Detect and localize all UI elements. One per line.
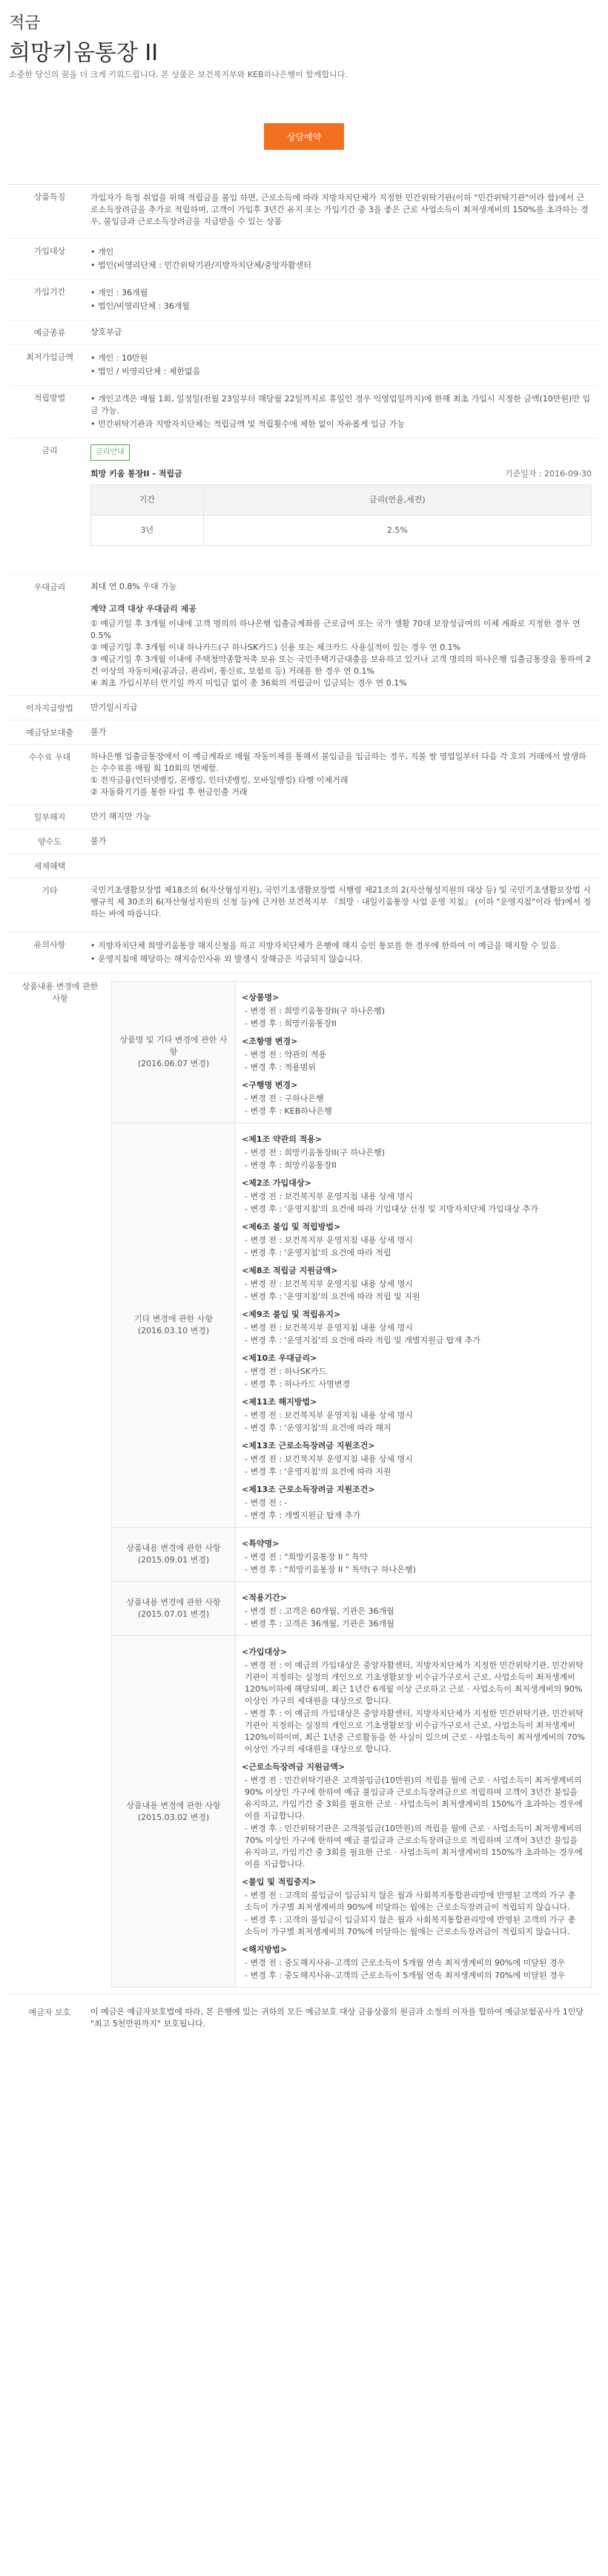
change-key-line: (2016.03.10 변경) bbox=[137, 1326, 210, 1335]
row-rate: 금리 금리안내 희망 키움 통장II - 적립금 기준일자 : 2016-09-30 기간 금리(연율,세전) 3년 2.5% bbox=[9, 438, 599, 575]
row-tax: 세제혜택 bbox=[9, 854, 599, 878]
row-min: 최저가입금액 • 개인 : 10만원 • 법인 / 비영리단체 : 제한없음 bbox=[9, 345, 599, 386]
row-method: 적립방법 • 개인고객은 매월 1회, 일정일(전월 23일부터 해당월 22일까지로 휴일인 경우 익영업일까지)에 한해 최초 가입시 지정한 금액(10만원)만 입금 가능. • 민간위탁기관과 지방자치단체는 적립금액 및 적립횟수에 제한 없이 자유롭게 입금 가능 bbox=[9, 386, 599, 438]
change-item: - 변경 후 : 고객은 36개월, 기관은 36개월 bbox=[245, 1618, 585, 1630]
change-group-title: <제8조 적립금 지원금액> bbox=[242, 1266, 338, 1275]
change-key-line: (2016.06.07 변경) bbox=[137, 1059, 210, 1068]
change-item: - 변경 전 : 보건복지부 운영지침 내용 상세 명시 bbox=[245, 1235, 585, 1246]
change-item: - 변경 전 : 중도해지사유-고객의 근로소득이 5개월 연속 최저생계비의 90%에 미달된 경우 bbox=[245, 1957, 585, 1969]
change-group-title: <제2조 가입대상> bbox=[242, 1178, 311, 1188]
change-group-title: <가입대상> bbox=[242, 1647, 287, 1657]
change-group-title: <제13조 근로소득장려금 지원조건> bbox=[242, 1441, 375, 1450]
change-item: - 변경 전 : 희망키움통장II(구 하나은행) bbox=[245, 1005, 585, 1017]
change-key bbox=[112, 1582, 236, 1636]
change-value bbox=[236, 1528, 592, 1582]
change-group-title: <제10조 우대금리> bbox=[242, 1353, 317, 1363]
product-description: 소중한 당신의 꿈을 더 크게 키워드립니다. 본 상품은 보건복지부와 KEB하나은행이 함께합니다. bbox=[9, 70, 348, 79]
change-group-title: <구행명 변경> bbox=[242, 1080, 298, 1090]
change-item: - 변경 후 : 민간위탁기관은 고객불입금(10만원)의 적립을 월에 근로 · 사업소득이 최저생계비의 70% 이상인 가구에 한하여 예금 불입금과 근로소득장려금으로 적립하며 고객이 3년간 불입을 유지하고, 가입기간 중 3회를 필요한 근로 · 사업소득이 최저생계비의 150%가 초과하는 경우에 이를 지급합니다. bbox=[245, 1823, 585, 1870]
change-item: - 변경 후 : 이 예금의 가입대상은 중앙자활센터, 지방자치단체가 지정한 민간위탁기관, 민간위탁기관이 지정하는 실정의 개인으로 기초생활보장 비수급가구로서 근로, 사업소득이 최저생계비 120%이하이며, 최근 1년중 근로활동을 한 사실이 있으며 근로 · 사업소득이 최저생계비의 70% 이상인 가구의 세대원을 대상으로 합니다. bbox=[245, 1708, 585, 1755]
change-item: - 변경 전 : 보건복지부 운영지침 내용 상세 명시 bbox=[245, 1410, 585, 1422]
change-item: - 변경 후 : 고객의 불입금이 입금되지 않은 월과 사회복지통합관리망에 반영된 고객의 가구 총 소득이 가구별 최저생계비의 70%에 미달하는 월에는 근로소득장려금이 적립되지 않습니다. bbox=[245, 1914, 585, 1938]
category-label: 적금 bbox=[9, 14, 41, 33]
change-item: - 변경 후 : '운영지침'의 요건에 따라 적립 및 개별지원금 탑재 추가 bbox=[245, 1335, 585, 1347]
change-key bbox=[112, 1636, 236, 1988]
change-item: - 변경 후 : 하나카드 사명변경 bbox=[245, 1379, 585, 1390]
change-item: - 변경 후 : "희망키움통장 II " 특약(구 하나은행) bbox=[245, 1564, 585, 1576]
row-changes: 상품내용 변경에 관한 사항 상품명 및 기타 변경에 관한 사항 (2016.06.07 변경) <상품명> - 변경 전 : 희망키움통장II(구 하나은행) - 변경 후 : 희망키움통장II <조항명 변경> - 변경 전 : 약관의 적용 - 변경 후 : 적용범위 <구행명 변경> - 변경 전 : 구하나은행 - 변경 후 : KEB하나은행 기타 변경에 관한 사항 (2016.03.10 변경) <제1조 약관의 적용> - 변경 전 : 희망키움통장II(구 하나은행) - 변경 후 : 희망키움통장II <제2조 가입대상> - 변경 전 : 보건복지부 운영지침 내용 상세 명시 - 변경 후 : '운영지침'의 요건에 따라 기입대상 선정 및 지방자치단체 가입대상 추가 <제6조 불입 및 적립방법> - 변경 전 : 보건복지부 운영지침 내용 상세 명시 - 변경 후 : '운영지침'의 요건에 따라 적립 <제8조 적립금 지원금액> - 변경 전 : 보건복지부 운영지침 내용 상세 명시 - 변경 후 : '운영지침'의 요건에 따라 적립 및 지원 <제9조 불입 및 적립유지> - 변경 전 : 보건복지부 운영지침 내용 상세 명시 - 변경 후 : '운영지침'의 요건에 따라 적립 및 개별지원금 탑재 추가 <제10조 우대금리> - 변경 전 : 하나SK카드 - 변경 후 : 하나카드 사명변경 <제11조 해지방법> - 변경 전 : 보건복지부 운영지침 내용 상세 명시 - 변경 후 : '운영지침'의 요건에 따라 해지 <제13조 근로소득장려금 지원조건> - 변경 전 : 보건복지부 운영지침 내용 상세 명시 - 변경 후 : '운영지침'의 요건에 따라 지원 <제13조 근로소득장려금 지원조건> - 변경 전 : - - 변경 후 : 개별지원금 탑재 추가 상품내용 변경에 관한 사항 (2015.09.01 변경) <특약명> - 변경 전 : "희망키움통장 II " 특약 - 변경 후 : "희망키움통장 II " 특약(구 하나은행) 상품내용 변경에 관한 사항 (2015.07.01 변경) <적용기간> - 변경 전 : 고객은 60개월, 기관은 36개월 - 변경 후 : 고객은 36개월, 기관은 36개월 상품내용 변경에 관한 사항 (2015.03.02 변경) <가입대상> - 변경 전 : 이 예금의 가입대상은 중앙자활센터, 지방자치단체가 지정한 민간위탁기관, 민간위탁기관이 지정하는 실정의 개인으로 기초생활보장 비수급가구로서 근로, 사업소득이 최저생계비 120%이하에 해당되며, 최근 1년간 6개월 이상 근로하고 근로 · 사업소득이 최저생계비의 90% 이상인 가구의 세대원을 대상으로 합니다. - 변경 후 : 이 예금의 가입대상은 중앙자활센터, 지방자치단체가 지정한 민간위탁기관, 민간위탁기관이 지정하는 실정의 개인으로 기초생활보장 비수급가구로서 근로, 사업소득이 최저생계비 120%이하이며, 최근 1년중 근로활동을 한 사실이 있으며 근로 · 사업소득이 최저생계비의 70% 이상인 가구의 세대원을 대상으로 합니다. <근로소득장려금 지원금액> - 변경 전 : 민간위탁기관은 고객불입금(10만원)의 적립을 월에 근로 · 사업소득이 최저생계비의 90% 이상인 가구에 한하여 예금 불입금과 근로소득장려금으로 적립하며 고객이 3년간 불입을 유지하고, 가입기간 중 3회를 필요한 근로 · 사업소득이 최저생계비의 150%가 초과하는 경우에 이를 지급합니다. - 변경 후 : 민간위탁기관은 고객불입금(10만원)의 적립을 월에 근로 · 사업소득이 최저생계비의 70% 이상인 가구에 한하여 예금 불입금과 근로소득장려금으로 적립하며 고객이 3년간 불입을 유지하고, 가입기간 중 3회를 필요한 근로 · 사업소득이 최저생계비의 150%가 초과하는 경우에 이를 지급합니다. <불입 및 적립중지> - 변경 전 : 고객의 불입금이 입금되지 않은 월과 사회복지통합관리망에 반영된 고객의 가구 총 소득이 가구별 최저생계비의 90%에 미달하는 월에는 근로소득장려금이 적립되지 않습니다. - 변경 후 : 고객의 불입금이 입금되지 않은 월과 사회복지통합관리망에 반영된 고객의 가구 총 소득이 가구별 최저생계비의 70%에 미달하는 월에는 근로소득장려금이 적립되지 않습니다. <해지방법> - 변경 전 : 중도해지사유-고객의 근로소득이 5개월 연속 최저생계비의 90%에 미달된 경우 - 변경 후 : 중도해지사유-고객의 근로소득이 5개월 연속 최저생계비의 70%에 미달된 경우 bbox=[9, 973, 599, 1994]
change-item: - 변경 전 : 희망키움통장II(구 하나은행) bbox=[245, 1147, 585, 1159]
row-partial: 예금담보대출 불가 bbox=[9, 720, 599, 745]
change-item: - 변경 전 : 보건복지부 운영지침 내용 상세 명시 bbox=[245, 1191, 585, 1203]
product-info bbox=[9, 184, 599, 2036]
change-key-line: (2015.07.01 변경) bbox=[137, 1609, 210, 1619]
product-title: 희망키움통장 II bbox=[9, 40, 159, 66]
change-key-line: 상품내용 변경에 관한 사항 bbox=[126, 1543, 221, 1553]
change-key-line: 상품내용 변경에 관한 사항 bbox=[126, 1597, 221, 1607]
change-group-title: <불입 및 적립중지> bbox=[242, 1877, 317, 1887]
row-interest: 이자지급방법 만기일시지급 bbox=[9, 696, 599, 720]
change-value bbox=[236, 982, 592, 1123]
rate-base-date: 기준일자 : 2016-09-30 bbox=[504, 469, 592, 479]
row-transfer: 양수도 불가 bbox=[9, 829, 599, 854]
change-item: - 변경 후 : '운영지침'의 요건에 따라 지원 bbox=[245, 1466, 585, 1478]
change-group-title: <근로소득장려금 지원금액> bbox=[242, 1762, 346, 1772]
change-item: - 변경 전 : "희망키움통장 II " 특약 bbox=[245, 1551, 585, 1563]
change-key bbox=[112, 982, 236, 1123]
change-group-title: <조항명 변경> bbox=[242, 1036, 298, 1046]
row-type: 예금종류 상호부금 bbox=[9, 321, 599, 345]
change-value bbox=[236, 1636, 592, 1988]
change-item: - 변경 전 : 보건복지부 운영지침 내용 상세 명시 bbox=[245, 1278, 585, 1290]
change-item: - 변경 전 : 이 예금의 가입대상은 중앙자활센터, 지방자치단체가 지정한 민간위탁기관, 민간위탁기관이 지정하는 실정의 개인으로 기초생활보장 비수급가구로서 근로, 사업소득이 최저생계비 120%이하에 해당되며, 최근 1년간 6개월 이상 근로하고 근로 · 사업소득이 최저생계비의 90% 이상인 가구의 세대원을 대상으로 합니다. bbox=[245, 1660, 585, 1707]
change-item: - 변경 후 : 개별지원금 탑재 추가 bbox=[245, 1510, 585, 1522]
row-feature: 상품특징 가입자가 특정 취업을 위해 적립금을 불입 하면, 근로소득에 따라 지방자치단체가 지정한 민간위탁기관(이하 "민간위탁기관"이라 함)에서 근로소득장려금을 추가로 적립하며, 고객이 가입후 3년간 유지 또는 가입기간 중 3을 좋은 근로 사업소득이 최저생계비의 150%를 초과하는 경우, 불입금과 근로소득장려금을 지급받을 수 있는 상품 bbox=[9, 185, 599, 239]
change-item: - 변경 전 : 보건복지부 운영지침 내용 상세 명시 bbox=[245, 1322, 585, 1334]
change-item: - 변경 후 : 적용범위 bbox=[245, 1062, 585, 1074]
change-item: - 변경 후 : 희망키움통장II bbox=[245, 1018, 585, 1030]
change-group-title: <제13조 근로소득장려금 지원조건> bbox=[242, 1485, 375, 1494]
change-row bbox=[112, 1123, 592, 1528]
change-item: - 변경 전 : 고객의 불입금이 입금되지 않은 월과 사회복지통합관리망에 반영된 고객의 가구 총 소득이 가구별 최저생계비의 90%에 미달하는 월에는 근로소득장려금이 적립되지 않습니다. bbox=[245, 1890, 585, 1913]
change-key bbox=[112, 1528, 236, 1582]
change-key-line: (2015.09.01 변경) bbox=[137, 1555, 210, 1565]
change-group-title: <제6조 불입 및 적립방법> bbox=[242, 1222, 341, 1232]
row-pref: 우대금리 최대 연 0.8% 우대 가능 계약 고객 대상 우대금리 제공 ① 예금기일 후 3개월 이내에 고객 명의의 하나은행 입출금계좌를 근로급여 또는 국가 생활 70대 보장성급여의 이체 계좌로 지정한 경우 연 0.5% ② 예금기일 후 3개월 이내 하나카드(구 하나SK카드) 신용 또는 체크카드 사용실적이 있는 경우 연 0.1% ③ 예금기일 후 3개월 이내에 주택청약종합저축 보유 또는 국민주택기금대출을 보유하고 있거나 고객 명의의 하나은행 입출금통장을 통하여 2건 이상의 자동이체(공과금, 관리비, 통신료, 보험료 등) 거래를 한 경우 연 0.1% ④ 최초 가입시부터 만기일 까지 미입금 없이 총 36회의 적립금이 입금되는 경우 연 0.1% bbox=[9, 575, 599, 696]
change-item: - 변경 전 : 보건복지부 운영지침 내용 상세 명시 bbox=[245, 1453, 585, 1465]
change-item: - 변경 전 : 구하나은행 bbox=[245, 1093, 585, 1105]
change-item: - 변경 전 : 고객은 60개월, 기관은 36개월 bbox=[245, 1606, 585, 1617]
change-item: - 변경 후 : '운영지침'의 요건에 따라 적립 및 지원 bbox=[245, 1291, 585, 1303]
rate-info-tag[interactable]: 금리안내 bbox=[90, 444, 130, 461]
change-item: - 변경 전 : - bbox=[245, 1497, 585, 1509]
change-value bbox=[236, 1123, 592, 1528]
change-key bbox=[112, 1123, 236, 1528]
changes-table bbox=[111, 981, 592, 1988]
change-key-line: 기타 변경에 관한 사항 bbox=[133, 1314, 214, 1324]
row-partial-withdraw: 일부해지 만기 해지만 가능 bbox=[9, 805, 599, 829]
row-fee: 수수료 우대 하나은행 입출금통장에서 이 예금계좌로 매월 자동이체를 통해서 불입금을 입금하는 경우, 직불 쌍 영업일부터 다음 각 호의 거래에서 발생하는 수수료를 매월 회 10회의 면제함. ① 전자금융(인터넷뱅킹, 폰뱅킹, 인터넷뱅킹, 모바일뱅킹) 타행 이체거래 ② 자동화기기를 통한 타업 후 현금인출 거래 bbox=[9, 745, 599, 805]
change-group-title: <상품명> bbox=[242, 993, 280, 1002]
row-period: 가입기간 • 개인 : 36개월 • 법인/비영리단체 : 36개월 bbox=[9, 280, 599, 321]
apply-button[interactable]: 상담예약 bbox=[264, 123, 344, 150]
change-item: - 변경 후 : 희망키움통장II bbox=[245, 1160, 585, 1172]
change-key-line: (2015.03.02 변경) bbox=[137, 1812, 210, 1822]
change-row bbox=[112, 1528, 592, 1582]
change-row bbox=[112, 1636, 592, 1988]
change-row bbox=[112, 1582, 592, 1636]
change-key-line: 상품명 및 기타 변경에 관한 사항 bbox=[119, 1035, 228, 1057]
rate-table-title: 희망 키움 통장II - 적립금 bbox=[90, 469, 182, 479]
change-item: - 변경 후 : '운영지침'의 요건에 따라 해지 bbox=[245, 1422, 585, 1434]
row-etc: 기타 국민기초생활보장법 제18조의 6(자산형성지원), 국민기초생활보장법 시행령 제21조의 2(자산형성지원의 대상 등) 및 국민기초생활보장법 시행규칙 제 30조의 6(자산형성지원의 신청 등)에 근거한 보건복지부 『희망 · 내일키움통장 사업 운영 지침』 (이하 "운영지침"이라 함)에서 정하는 바에 따릅니다. bbox=[9, 878, 599, 933]
change-item: - 변경 후 : KEB하나은행 bbox=[245, 1105, 585, 1117]
change-item: - 변경 전 : 약관의 적용 bbox=[245, 1049, 585, 1061]
change-value bbox=[236, 1582, 592, 1636]
change-group-title: <제9조 불입 및 적립유지> bbox=[242, 1310, 341, 1319]
change-group-title: <해지방법> bbox=[242, 1945, 287, 1954]
change-group-title: <특약명> bbox=[242, 1539, 280, 1548]
row-notice: 유의사항 • 지방자치단체 희망키움통장 해지신청을 하고 지방자치단체가 은행에 해지 승인 통보를 한 경우에 한하여 이 예금을 해지할 수 있음. • 운영지침에 해당하는 해지승인사유 외 발생시 장해금은 지급되지 않습니다. bbox=[9, 933, 599, 973]
row-target: 가입대상 • 개인 • 법인(비영리단체 : 민간위탁기관/지방자치단체/중앙자활센터 bbox=[9, 239, 599, 280]
page bbox=[0, 10, 608, 2036]
change-item: - 변경 후 : 중도해지사유-고객의 근로소득이 5개월 연속 최저생계비의 70%에 미달된 경우 bbox=[245, 1970, 585, 1982]
change-key-line: 상품내용 변경에 관한 사항 bbox=[126, 1800, 221, 1810]
change-row bbox=[112, 982, 592, 1123]
row-deposit-protection: 예금자 보호 이 예금은 예금자보호법에 따라, 본 은행에 있는 귀하의 모든 예금보호 대상 금융상품의 원금과 소정의 이자를 합하여 예금보험공사가 1인당 "최고 5천만원까지" 보호됩니다. bbox=[28, 2007, 584, 2028]
change-group-title: <제11조 해지방법> bbox=[242, 1397, 317, 1407]
change-group-title: <적용기간> bbox=[242, 1593, 287, 1603]
change-item: - 변경 전 : 민간위탁기관은 고객불입금(10만원)의 적립을 월에 근로 · 사업소득이 최저생계비의 90% 이상인 가구에 한하여 예금 불입금과 근로소득장려금으로 적립하며 고객이 3년간 불입을 유지하고, 가입기간 중 3회를 필요한 근로 · 사업소득이 최저생계비의 150%가 초과하는 경우에 이를 지급합니다. bbox=[245, 1775, 585, 1822]
change-item: - 변경 전 : 하나SK카드 bbox=[245, 1366, 585, 1378]
change-group-title: <제1조 약관의 적용> bbox=[242, 1134, 323, 1144]
change-item: - 변경 후 : '운영지침'의 요건에 따라 기입대상 선정 및 지방자치단체 가입대상 추가 bbox=[245, 1203, 585, 1215]
rate-table: 기간 금리(연율,세전) 3년 2.5% bbox=[90, 484, 592, 546]
change-item: - 변경 후 : '운영지침'의 요건에 따라 적립 bbox=[245, 1247, 585, 1259]
